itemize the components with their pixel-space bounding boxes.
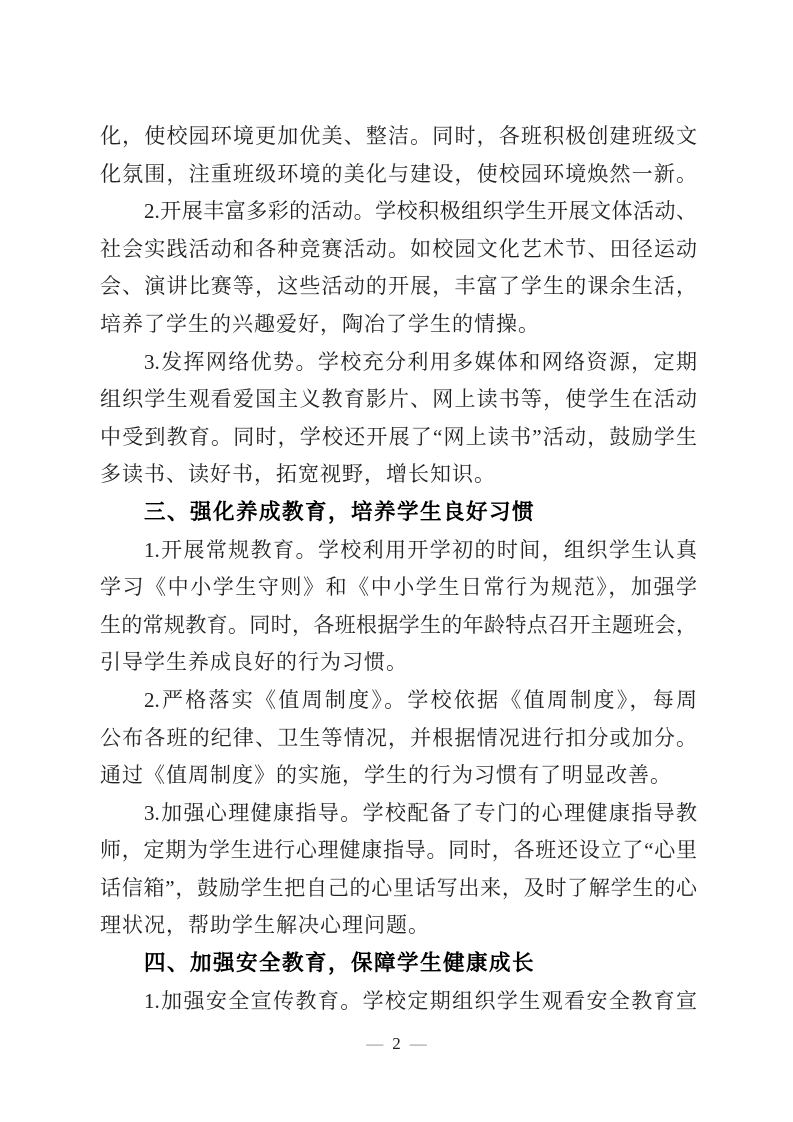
- section-heading-3: 三、强化养成教育，培养学生良好习惯: [144, 499, 536, 524]
- text-line: 3.加强心理健康指导。学校配备了专门的心理健康指导教: [144, 800, 697, 825]
- text-line: 话信箱”，鼓励学生把自己的心里话写出来，及时了解学生的心: [100, 875, 697, 900]
- text-line: 1.加强安全宣传教育。学校定期组织学生观看安全教育宣: [144, 988, 697, 1013]
- text-line: 化氛围，注重班级环境的美化与建设，使校园环境焕然一新。: [100, 161, 697, 186]
- text-line: 多读书、读好书，拓宽视野，增长知识。: [100, 462, 496, 487]
- text-line: 通过《值周制度》的实施，学生的行为习惯有了明显改善。: [100, 763, 672, 788]
- text-line: 学习《中小学生守则》和《中小学生日常行为规范》，加强学: [100, 575, 697, 600]
- text-line: 会、演讲比赛等，这些活动的开展，丰富了学生的课余生活，: [100, 274, 697, 299]
- text-line: 理状况，帮助学生解决心理问题。: [100, 913, 430, 938]
- text-line: 中受到教育。同时，学校还开展了“网上读书”活动，鼓励学生: [100, 424, 697, 449]
- page-footer: [0, 1033, 793, 1055]
- footer-dash-left: —: [366, 1034, 384, 1053]
- text-line: 公布各班的纪律、卫生等情况，并根据情况进行扣分或加分。: [100, 725, 697, 750]
- text-line: 培养了学生的兴趣爱好，陶冶了学生的情操。: [100, 311, 540, 336]
- text-line: 社会实践活动和各种竞赛活动。如校园文化艺术节、田径运动: [100, 236, 697, 261]
- text-line: 引导学生养成良好的行为习惯。: [100, 650, 408, 675]
- document-content: [100, 118, 697, 1020]
- footer-dash-right: —: [409, 1034, 427, 1053]
- text-line: 2.开展丰富多彩的活动。学校积极组织学生开展文体活动、: [144, 199, 697, 224]
- text-line: 2.严格落实《值周制度》。学校依据《值周制度》，每周: [144, 687, 697, 712]
- text-line: 组织学生观看爱国主义教育影片、网上读书等，使学生在活动: [100, 387, 697, 412]
- text-line: 1.开展常规教育。学校利用开学初的时间，组织学生认真: [144, 537, 697, 562]
- text-line: 化，使校园环境更加优美、整洁。同时，各班积极创建班级文: [100, 124, 697, 148]
- text-line: 3.发挥网络优势。学校充分利用多媒体和网络资源，定期: [144, 349, 697, 374]
- text-line: 师，定期为学生进行心理健康指导。同时，各班还设立了“心里: [100, 838, 697, 863]
- section-heading-4: 四、加强安全教育，保障学生健康成长: [144, 951, 536, 976]
- page-number: 2: [392, 1034, 401, 1053]
- text-line: 生的常规教育。同时，各班根据学生的年龄特点召开主题班会，: [100, 612, 697, 637]
